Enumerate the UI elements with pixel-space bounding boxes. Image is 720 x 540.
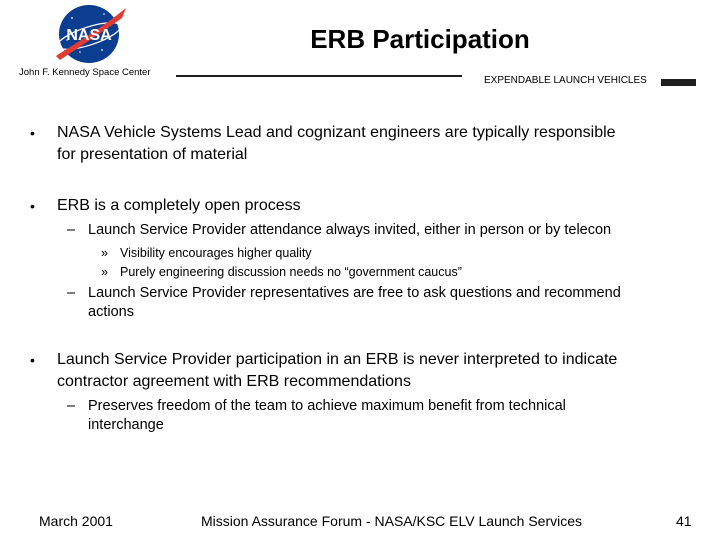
bullet-line: NASA Vehicle Systems Lead and cognizant engineers are typically responsible [57,124,616,141]
bullet-text [57,349,697,393]
sub-bullet-marker: – [67,222,76,238]
sub-bullet-text [88,221,698,240]
sub-bullet-marker: – [67,285,76,301]
sub-sub-bullet-text: Purely engineering discussion needs no “government caucus” [120,265,462,279]
section-label: EXPENDABLE LAUNCH VEHICLES [484,75,647,86]
sub-bullet-text [88,284,698,322]
bullet-line: Launch Service Provider participation in an ERB is never interpreted to indicate [57,351,618,368]
bullet-text [57,195,697,217]
bullet-marker: • [30,352,35,368]
sub-bullet-line: actions [88,304,134,320]
organization-name: John F. Kennedy Space Center [19,67,151,78]
sub-sub-bullet-text: Visibility encourages higher quality [120,246,312,260]
page-number: 41 [676,513,692,529]
sub-bullet-marker: – [67,398,76,414]
sub-sub-bullet-marker: » [101,246,108,260]
sub-bullet-line: Launch Service Provider attendance always invited, either in person or by telecon [88,222,612,238]
bullet-marker: • [30,198,35,214]
bullet-line: ERB is a completely open process [57,197,301,214]
sub-bullet-text [88,397,698,435]
footer-date: March 2001 [39,513,113,529]
bullet-line: for presentation of material [57,146,248,163]
sub-bullet-line: Launch Service Provider representatives are free to ask questions and recommend [88,285,621,301]
bullet-text [57,122,697,166]
sub-sub-bullet-marker: » [101,265,108,279]
bullet-marker: • [30,125,35,141]
sub-bullet-line: interchange [88,417,164,433]
nasa-logo-text: NASA [66,27,112,44]
slide-title: ERB Participation [310,24,530,54]
bullet-line: contractor agreement with ERB recommendations [57,373,411,390]
sub-bullet-line: Preserves freedom of the team to achieve maximum benefit from technical [88,398,566,414]
footer-event: Mission Assurance Forum - NASA/KSC ELV Launch Services [201,513,583,529]
